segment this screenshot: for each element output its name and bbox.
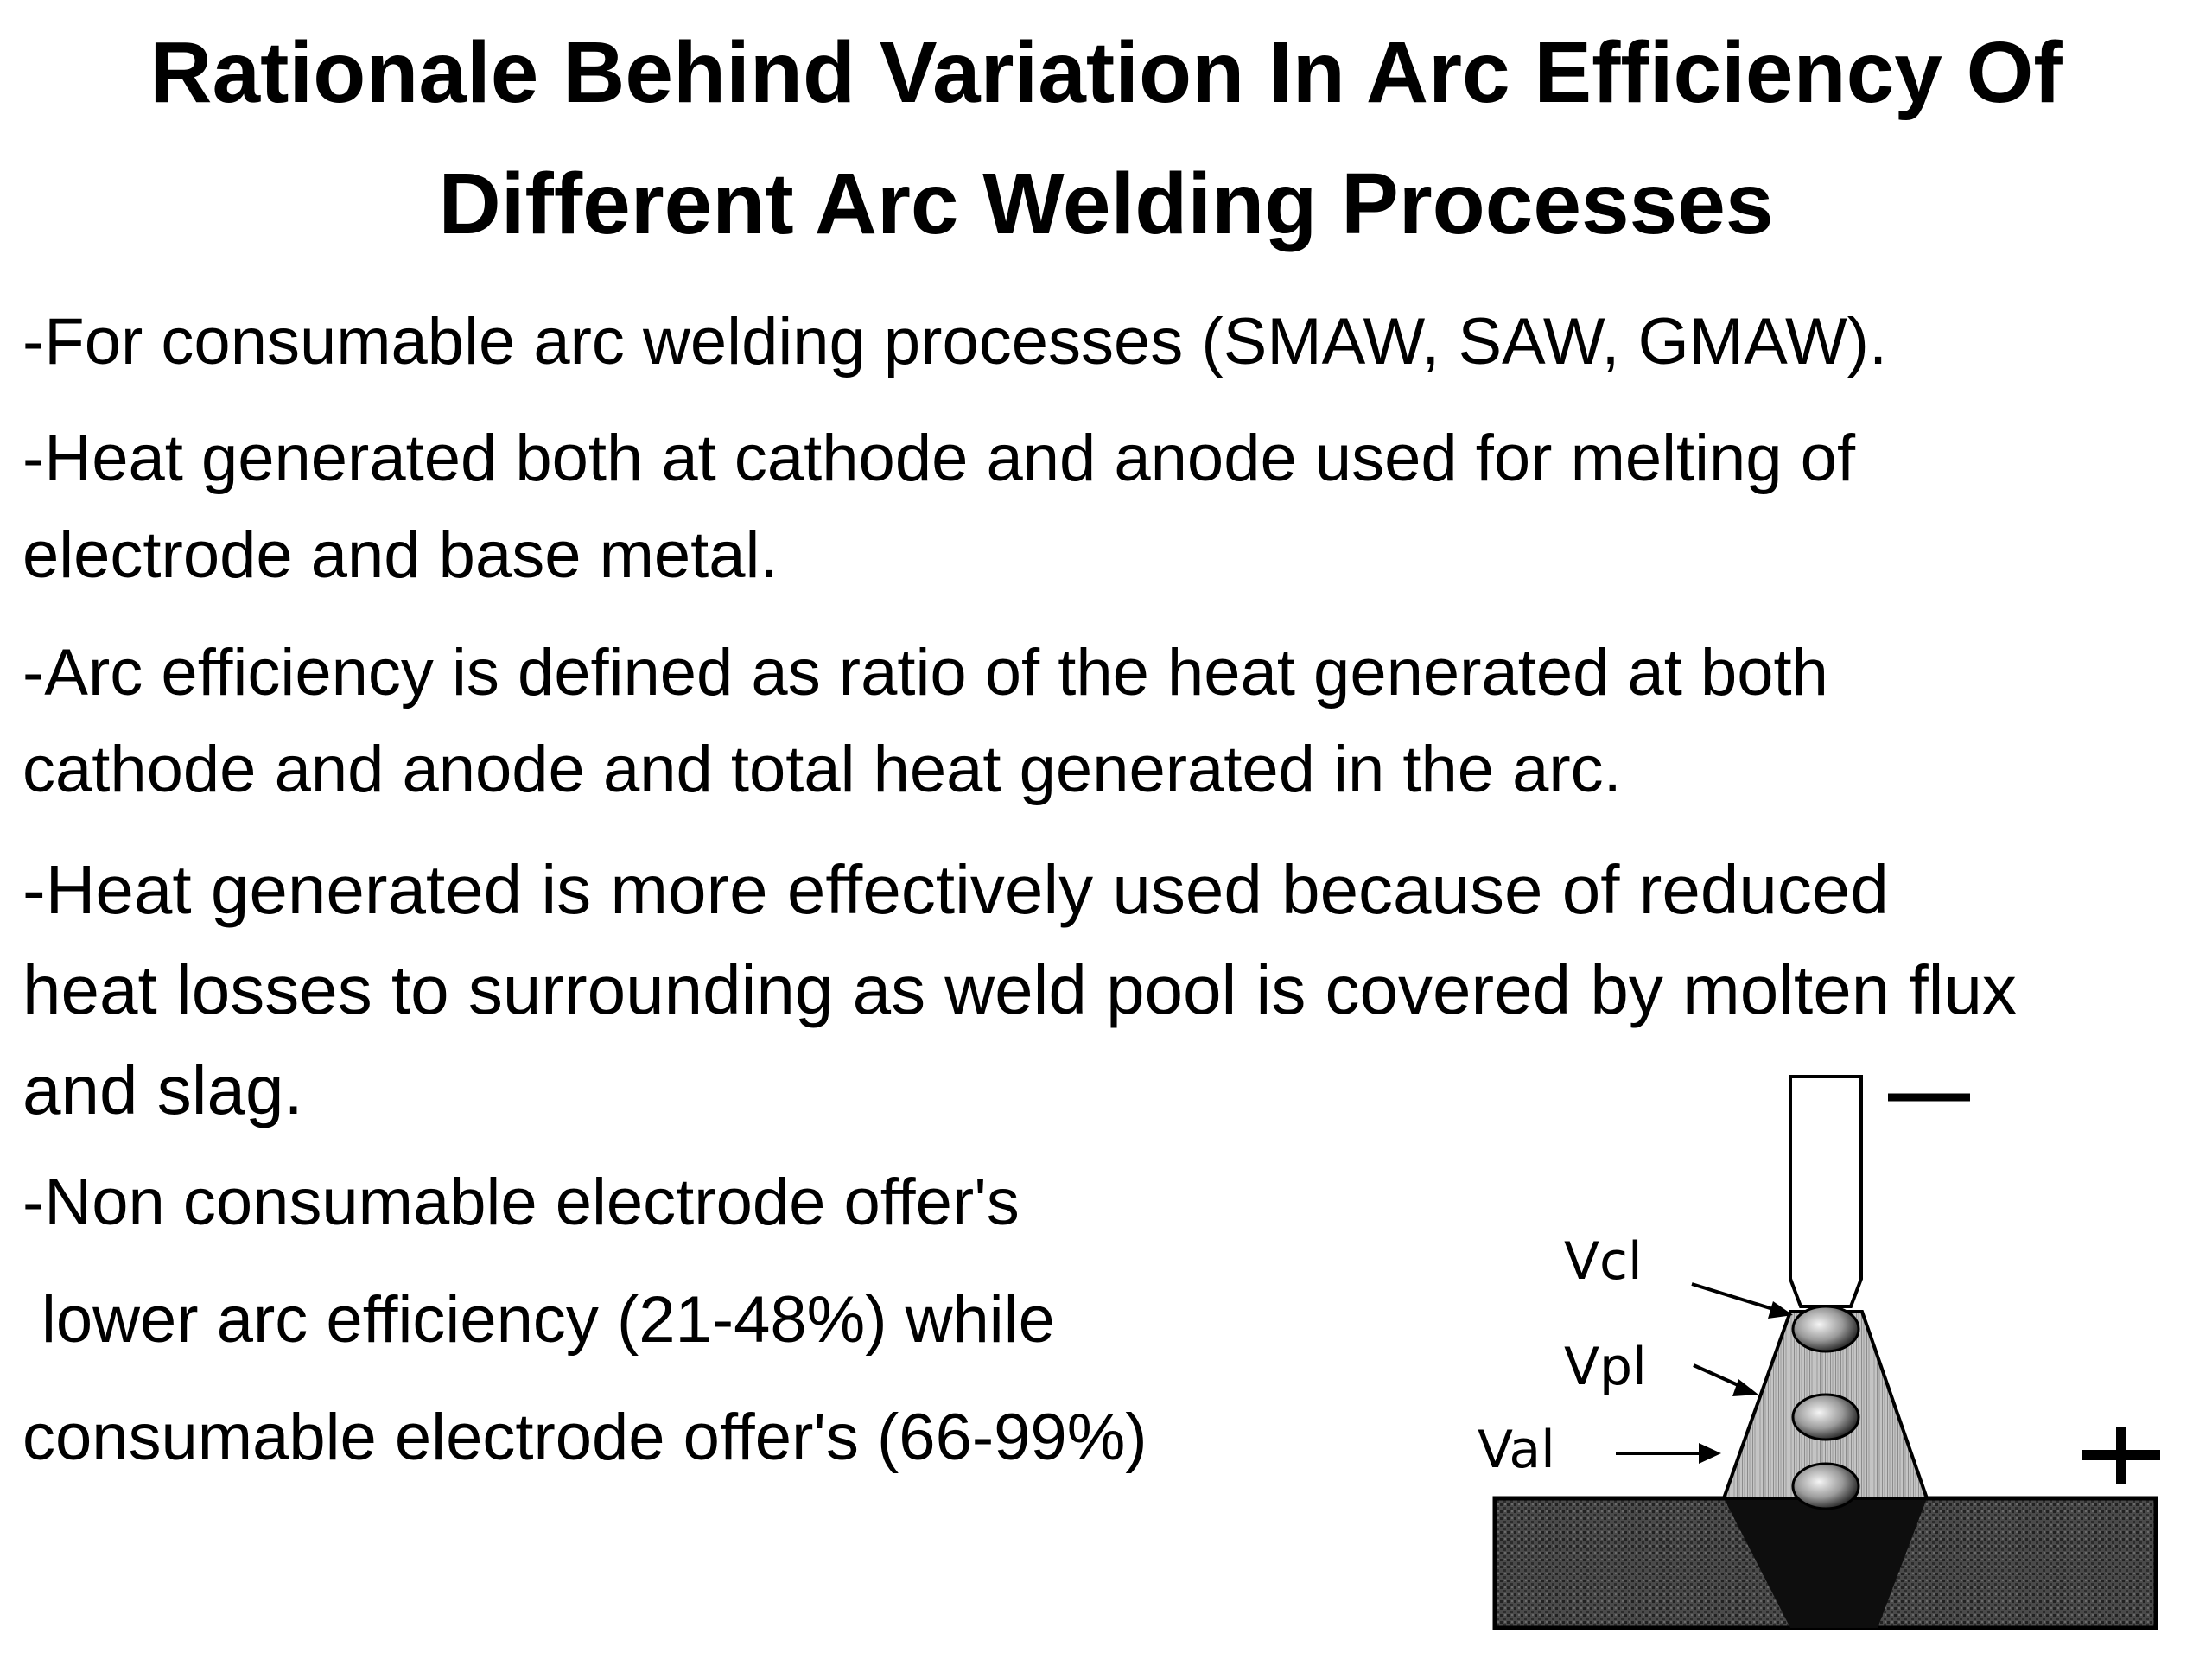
paragraph-line: -Non consumable electrode offer's	[22, 1166, 1020, 1239]
slide-title	[0, 7, 2212, 270]
paragraph-line: heat losses to surrounding as weld pool is covered by molten flux	[22, 951, 2017, 1028]
arc-welding-diagram	[1452, 1054, 2177, 1659]
metal-droplet-1	[1793, 1306, 1859, 1351]
paragraph-heat-generated	[22, 410, 1855, 604]
paragraph-line: consumable electrode offer's (66-99%)	[22, 1401, 1147, 1474]
title-line-2: Different Arc Welding Processes	[438, 156, 1774, 252]
paragraph-electrode-efficiency	[22, 1154, 1147, 1507]
paragraph-arc-efficiency-definition	[22, 625, 1828, 818]
title-line-1: Rationale Behind Variation In Arc Efficiency Of	[149, 24, 2063, 121]
metal-droplet-3	[1793, 1464, 1859, 1509]
paragraph-line: and slag.	[22, 1052, 303, 1128]
label-val: Val	[1478, 1420, 1555, 1480]
electrode-rod	[1790, 1077, 1861, 1306]
paragraph-line: lower arc efficiency (21-48%) while	[41, 1283, 1055, 1357]
paragraph-line: electrode and base metal.	[22, 518, 779, 592]
arrow-vcl	[1692, 1284, 1793, 1319]
arrow-val	[1616, 1443, 1721, 1464]
paragraph-line: -Heat generated is more effectively used because of reduced	[22, 851, 1889, 928]
label-vcl: Vcl	[1564, 1231, 1643, 1292]
paragraph-line: -Heat generated both at cathode and anode used for melting of	[22, 422, 1856, 495]
arrow-vpl	[1694, 1365, 1758, 1396]
metal-droplet-2	[1793, 1395, 1859, 1440]
paragraph-line: -Arc efficiency is defined as ratio of the heat generated at both	[22, 636, 1828, 709]
label-vpl: Vpl	[1564, 1337, 1647, 1397]
paragraph-line: cathode and anode and total heat generated in the arc.	[22, 733, 1622, 806]
paragraph-consumable-processes	[22, 294, 1887, 391]
positive-polarity-mark	[2082, 1427, 2160, 1484]
paragraph-text: -For consumable arc welding processes (SMAW, SAW, GMAW).	[22, 305, 1888, 378]
